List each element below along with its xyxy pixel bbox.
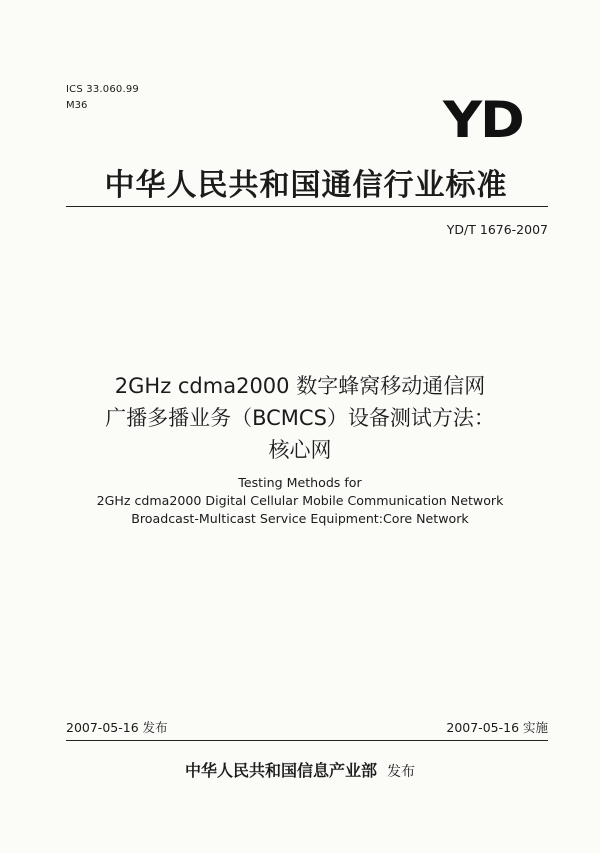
- issuer-line: [0, 758, 600, 781]
- date-row: [66, 718, 548, 736]
- effective-date: 2007-05-16 实施: [446, 720, 548, 735]
- standard-type-heading: 中华人民共和国通信行业标准: [104, 168, 508, 203]
- issuer-name: 中华人民共和国信息产业部: [184, 761, 377, 780]
- yd-logo: [440, 91, 526, 149]
- classification-code: M36: [66, 100, 88, 111]
- issue-date: 2007-05-16 发布: [66, 720, 168, 735]
- title-cn-line-2: 广播多播业务（BCMCS）设备测试方法：: [105, 406, 495, 430]
- title-cn-line-3: 核心网: [268, 438, 332, 462]
- standard-number: YD/T 1676-2007: [446, 222, 548, 237]
- title-en-line-3: Broadcast-Multicast Service Equipment:Core Network: [131, 511, 469, 526]
- top-divider: [66, 206, 548, 207]
- logo-text: YD: [443, 91, 523, 149]
- issuer-suffix: 发布: [387, 764, 415, 780]
- title-en-block: [40, 474, 560, 528]
- title-en-line-1: Testing Methods for: [238, 475, 362, 490]
- title-cn-line-1: 2GHz cdma2000 数字蜂窝移动通信网: [114, 374, 486, 398]
- bottom-divider: [66, 740, 548, 741]
- title-block: [40, 370, 560, 528]
- title-en-line-2: 2GHz cdma2000 Digital Cellular Mobile Communication Network: [96, 493, 504, 508]
- ics-code: ICS 33.060.99: [66, 84, 139, 95]
